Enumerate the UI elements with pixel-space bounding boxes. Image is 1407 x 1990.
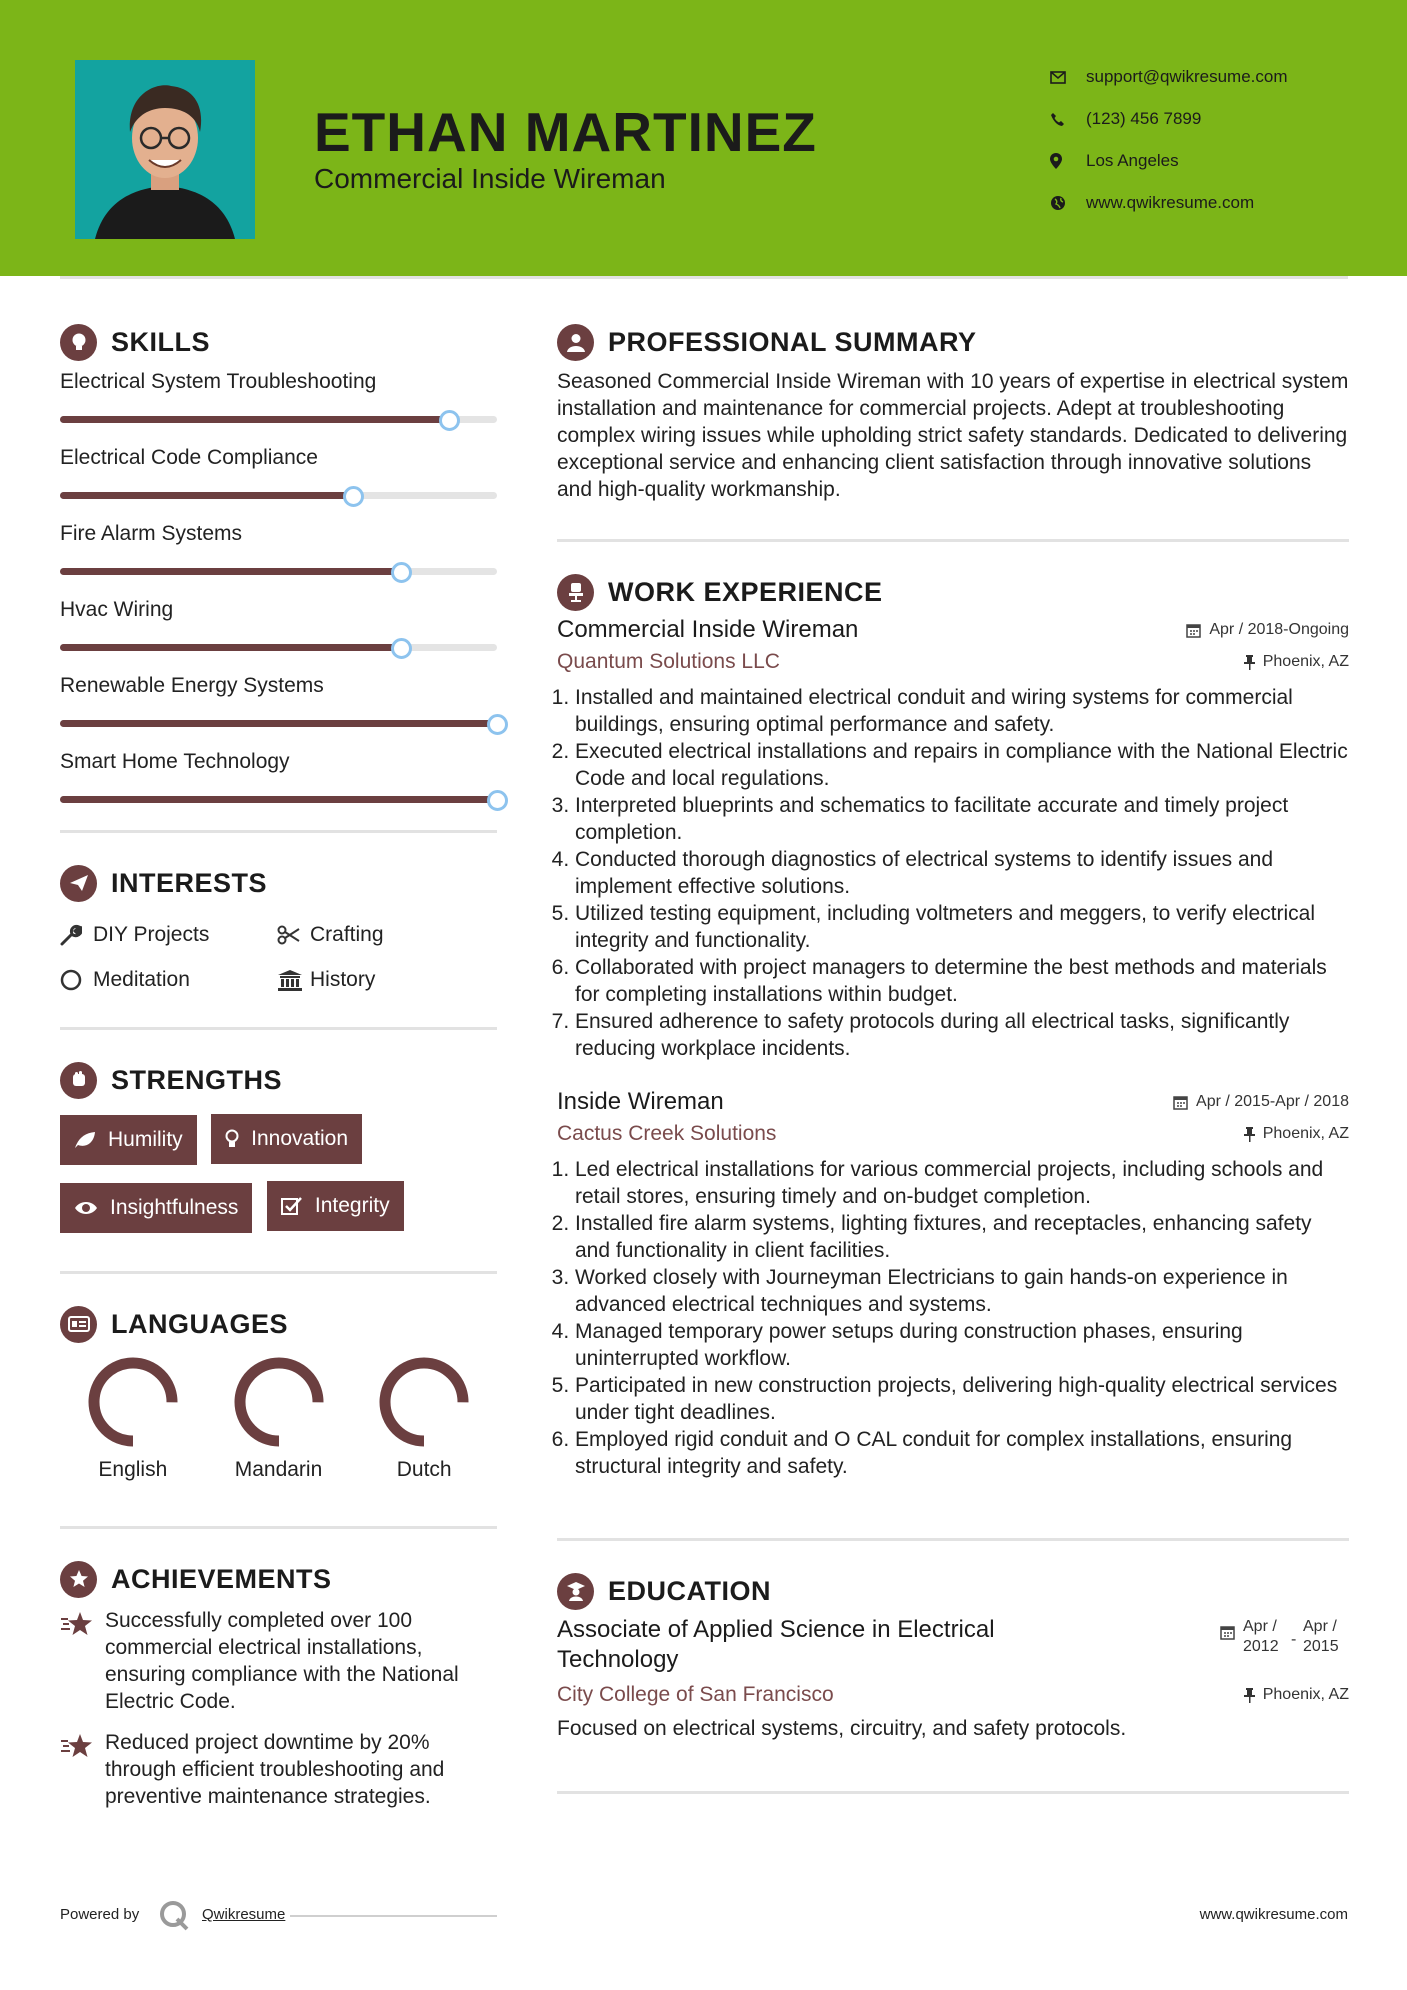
duty-list xyxy=(557,684,1349,1062)
lightbulb-icon xyxy=(60,324,97,361)
map-pin-icon xyxy=(1050,153,1086,169)
language-level-ring xyxy=(85,1354,181,1450)
qwikresume-link[interactable]: Qwikresume xyxy=(202,1906,286,1923)
job-title: Inside Wireman xyxy=(557,1088,724,1115)
skill-item xyxy=(60,364,497,440)
interest-item xyxy=(60,919,277,950)
interest-label: DIY Projects xyxy=(93,922,210,946)
skill-bar-fill xyxy=(60,416,449,423)
interest-label: Meditation xyxy=(93,967,190,991)
company-name: Cactus Creek Solutions xyxy=(557,1122,777,1145)
languages-heading: LANGUAGES xyxy=(111,1308,289,1339)
phone-icon xyxy=(1050,112,1086,127)
skill-level-handle xyxy=(391,562,412,583)
language-item xyxy=(206,1354,352,1482)
calendar-icon xyxy=(1220,1617,1235,1640)
skill-level-handle xyxy=(391,638,412,659)
chair-icon xyxy=(557,574,594,611)
strength-label: Insightfulness xyxy=(110,1196,239,1219)
candidate-title: Commercial Inside Wireman xyxy=(314,163,666,194)
strengths-heading: STRENGTHS xyxy=(111,1064,283,1095)
strength-label: Integrity xyxy=(314,1194,390,1217)
achievement-item xyxy=(60,1729,497,1810)
language-item xyxy=(60,1354,206,1482)
skill-level-handle xyxy=(343,486,364,507)
skill-bar xyxy=(60,416,497,423)
education-location xyxy=(1244,1686,1349,1704)
duty-item: 5. Participated in new construction projects, delivering high-quality electrical services under tight deadlines. xyxy=(575,1372,1349,1426)
contact-email[interactable] xyxy=(1050,56,1288,98)
skill-bar xyxy=(60,644,497,651)
contact-list xyxy=(1050,56,1288,224)
skill-level-handle xyxy=(439,410,460,431)
experience-heading: WORK EXPERIENCE xyxy=(608,576,883,607)
skill-item xyxy=(60,744,497,820)
contact-website[interactable] xyxy=(1050,182,1288,224)
duty-item: 2. Executed electrical installations and repairs in compliance with the National Electric Code and local regulations. xyxy=(575,738,1349,792)
fist-icon xyxy=(60,1062,97,1099)
degree-name: Associate of Applied Science in Electrical Technology xyxy=(557,1616,995,1673)
skill-name: Electrical Code Compliance xyxy=(60,446,318,469)
scissors-icon xyxy=(277,925,310,945)
job-dates xyxy=(1186,621,1349,639)
duty-item: 6. Employed rigid conduit and O CAL conduit for complex installations, ensuring structural integrity and safety. xyxy=(575,1426,1349,1480)
skill-bar-fill xyxy=(60,644,401,651)
education-end: Apr / 2015 xyxy=(1303,1618,1339,1655)
left-column xyxy=(60,320,497,1810)
divider xyxy=(557,1791,1349,1794)
skills-section xyxy=(60,320,497,820)
job-title: Commercial Inside Wireman xyxy=(557,616,859,643)
globe-icon xyxy=(1050,195,1086,211)
language-name: Mandarin xyxy=(234,1458,323,1481)
divider xyxy=(557,539,1349,542)
paper-plane-icon xyxy=(60,865,97,902)
skill-bar-fill xyxy=(60,796,497,803)
language-item xyxy=(351,1354,497,1482)
school-name: City College of San Francisco xyxy=(557,1683,834,1706)
strength-label: Humility xyxy=(108,1128,183,1151)
skill-name: Electrical System Troubleshooting xyxy=(60,370,377,393)
achievement-text: Reduced project downtime by 20% through efficient troubleshooting and preventive maintenance strategies. xyxy=(105,1731,445,1808)
circle-icon xyxy=(60,969,93,991)
contact-phone[interactable] xyxy=(1050,98,1288,140)
wrench-icon xyxy=(60,924,93,946)
skill-item xyxy=(60,516,497,592)
header-divider xyxy=(60,276,1348,279)
skill-item xyxy=(60,592,497,668)
qwikresume-logo-icon xyxy=(157,1898,191,1937)
star-icon xyxy=(60,1607,105,1715)
strength-tag xyxy=(60,1183,252,1233)
experience-section xyxy=(557,570,1349,1480)
envelope-icon xyxy=(1050,71,1086,84)
contact-website-text: www.qwikresume.com xyxy=(1086,193,1255,212)
duty-item: 4. Managed temporary power setups during construction phases, ensuring uninterrupted workflow. xyxy=(575,1318,1349,1372)
job-entry xyxy=(557,616,1349,1062)
check-square-icon xyxy=(281,1196,303,1216)
achievements-heading: ACHIEVEMENTS xyxy=(111,1563,332,1594)
achievement-item xyxy=(60,1607,497,1715)
interest-label: History xyxy=(310,967,376,991)
language-level-ring xyxy=(376,1354,472,1450)
interest-label: Crafting xyxy=(310,922,384,946)
strength-tag xyxy=(267,1181,404,1231)
achievements-section xyxy=(60,1557,497,1810)
resume-header xyxy=(0,0,1407,276)
skills-heading: SKILLS xyxy=(111,326,211,357)
graduate-icon xyxy=(557,1573,594,1610)
strength-label: Innovation xyxy=(251,1127,349,1150)
skill-level-handle xyxy=(487,790,508,811)
id-card-icon xyxy=(60,1306,97,1343)
contact-email-text: support@qwikresume.com xyxy=(1086,67,1288,86)
language-name: Dutch xyxy=(396,1458,452,1481)
skill-bar-fill xyxy=(60,492,353,499)
star-icon xyxy=(60,1729,105,1810)
job-location-text: Phoenix, AZ xyxy=(1262,653,1349,670)
job-location-text: Phoenix, AZ xyxy=(1262,1125,1349,1142)
calendar-icon xyxy=(1186,623,1201,638)
job-dates-text: Apr / 2018-Ongoing xyxy=(1209,621,1349,638)
education-start: Apr / 2012 xyxy=(1243,1618,1279,1655)
skill-name: Smart Home Technology xyxy=(60,750,290,773)
duty-item: 6. Collaborated with project managers to determine the best methods and materials for completing installations within budget. xyxy=(575,954,1349,1008)
leaf-icon xyxy=(74,1131,96,1149)
skill-item xyxy=(60,440,497,516)
job-dates xyxy=(1173,1093,1349,1111)
powered-by-text: Powered by xyxy=(60,1906,140,1923)
contact-location xyxy=(1050,140,1288,182)
divider xyxy=(557,1538,1349,1541)
duty-item: 1. Led electrical installations for various commercial projects, including schools and retail stores, ensuring timely and on-budget completion. xyxy=(575,1156,1349,1210)
footer-branding xyxy=(60,1898,497,1934)
footer-website[interactable]: www.qwikresume.com xyxy=(1199,1906,1348,1923)
interests-heading: INTERESTS xyxy=(111,867,268,898)
summary-text: Seasoned Commercial Inside Wireman with 10 years of expertise in electrical system installation and maintenance for commercial projects. Adept at troubleshooting complex wiring issues while upholding strict safety standards. Dedicated to delivering exceptional service and enhancing client satisfaction through innovative solutions and high-quality workmanship. xyxy=(557,370,1349,501)
duty-item: 4. Conducted thorough diagnostics of electrical systems to identify issues and implement effective solutions. xyxy=(575,846,1349,900)
interest-item xyxy=(60,964,277,995)
skill-level-handle xyxy=(487,714,508,735)
skill-item xyxy=(60,668,497,744)
pushpin-icon xyxy=(1244,1688,1255,1703)
education-location-text: Phoenix, AZ xyxy=(1262,1686,1349,1703)
duty-item: 3. Worked closely with Journeyman Electricians to gain hands-on experience in advanced electrical techniques and systems. xyxy=(575,1264,1349,1318)
interest-item xyxy=(277,964,497,995)
duty-item: 3. Interpreted blueprints and schematics to facilitate accurate and timely project completion. xyxy=(575,792,1349,846)
education-description: Focused on electrical systems, circuitry, and safety protocols. xyxy=(557,1717,1127,1740)
museum-icon xyxy=(277,969,310,991)
duty-item: 7. Ensured adherence to safety protocols during all electrical tasks, significantly reducing workplace incidents. xyxy=(575,1008,1349,1062)
education-section xyxy=(557,1569,1349,1741)
job-entry xyxy=(557,1088,1349,1480)
calendar-icon xyxy=(1173,1095,1188,1110)
skill-bar xyxy=(60,796,497,803)
skill-name: Renewable Energy Systems xyxy=(60,674,324,697)
user-icon xyxy=(557,324,594,361)
divider xyxy=(60,1271,497,1274)
divider xyxy=(60,1027,497,1030)
skill-name: Fire Alarm Systems xyxy=(60,522,243,545)
interest-item xyxy=(277,919,497,950)
strength-tag xyxy=(60,1115,197,1165)
education-date-separator: - xyxy=(1291,1631,1297,1648)
interests-section xyxy=(60,861,497,995)
company-name: Quantum Solutions LLC xyxy=(557,650,780,673)
duty-item: 1. Installed and maintained electrical conduit and wiring systems for commercial buildings, ensuring optimal performance and safety. xyxy=(575,684,1349,738)
skill-bar-fill xyxy=(60,720,497,727)
strengths-section xyxy=(60,1058,497,1249)
skill-bar xyxy=(60,720,497,727)
divider xyxy=(60,1526,497,1529)
pushpin-icon xyxy=(1244,1127,1255,1142)
skill-name: Hvac Wiring xyxy=(60,598,174,621)
strength-tag xyxy=(211,1114,362,1164)
skill-bar xyxy=(60,492,497,499)
achievement-text: Successfully completed over 100 commercial electrical installations, ensuring compliance with the National Electric Code. xyxy=(105,1609,459,1713)
lightbulb-icon xyxy=(225,1129,239,1149)
eye-icon xyxy=(74,1200,98,1216)
education-dates xyxy=(1220,1615,1349,1675)
contact-location-text: Los Angeles xyxy=(1086,151,1179,170)
duty-item: 2. Installed fire alarm systems, lighting fixtures, and receptacles, enhancing safety and functionality in client facilities. xyxy=(575,1210,1349,1264)
skill-bar xyxy=(60,568,497,575)
candidate-name: ETHAN MARTINEZ xyxy=(314,101,817,163)
star-badge-icon xyxy=(60,1561,97,1598)
duty-item: 5. Utilized testing equipment, including voltmeters and meggers, to verify electrical integrity and functionality. xyxy=(575,900,1349,954)
summary-section xyxy=(557,320,1349,503)
job-location xyxy=(1244,653,1349,671)
profile-photo xyxy=(75,60,255,239)
language-name: English xyxy=(98,1458,168,1481)
right-column xyxy=(557,320,1349,1794)
divider xyxy=(60,830,497,833)
languages-section xyxy=(60,1302,497,1482)
job-location xyxy=(1244,1125,1349,1143)
skill-bar-fill xyxy=(60,568,401,575)
contact-phone-text: (123) 456 7899 xyxy=(1086,109,1202,128)
footer-divider xyxy=(290,1915,497,1917)
pushpin-icon xyxy=(1244,655,1255,670)
summary-heading: PROFESSIONAL SUMMARY xyxy=(608,326,977,357)
job-dates-text: Apr / 2015-Apr / 2018 xyxy=(1196,1093,1349,1110)
language-level-ring xyxy=(231,1354,327,1450)
duty-list xyxy=(557,1156,1349,1480)
education-heading: EDUCATION xyxy=(608,1575,771,1606)
